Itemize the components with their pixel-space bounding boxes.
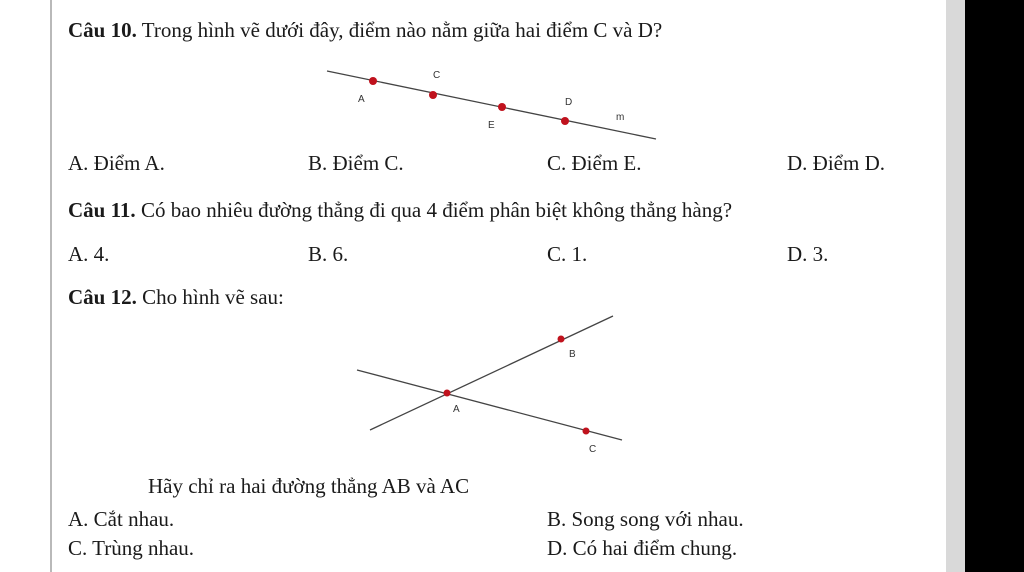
- point-a: [444, 390, 451, 397]
- q12-option-b[interactable]: B. Song song với nhau.: [547, 507, 744, 531]
- q10-option-d[interactable]: D. Điểm D.: [787, 151, 885, 175]
- question-11: [68, 198, 732, 222]
- line-ac: [357, 370, 622, 440]
- label-point-a: A: [358, 94, 365, 105]
- label-line-m: m: [616, 112, 625, 123]
- q11-option-a[interactable]: A. 4.: [68, 242, 110, 266]
- question-12: [68, 285, 284, 309]
- label-point-c: C: [433, 70, 441, 81]
- page-margin-line: [50, 0, 52, 572]
- point-d: [561, 117, 569, 125]
- point-c: [429, 91, 437, 99]
- question-11-text: Có bao nhiêu đường thẳng đi qua 4 điểm phân biệt không thẳng hàng?: [140, 198, 733, 222]
- q12-option-c[interactable]: C. Trùng nhau.: [68, 536, 195, 560]
- q12-option-d[interactable]: D. Có hai điểm chung.: [547, 536, 738, 560]
- question-11-label: Câu 11.: [68, 198, 136, 222]
- label-point-e: E: [488, 120, 495, 131]
- label-point-c: C: [589, 444, 597, 455]
- line-ab: [370, 316, 613, 430]
- figure-points-on-line: [320, 62, 665, 142]
- label-point-b: B: [569, 349, 576, 360]
- q10-option-c[interactable]: C. Điểm E.: [547, 151, 642, 175]
- page-edge-strip: [946, 0, 965, 572]
- cut-off-next-line: [62, 566, 322, 572]
- point-e: [498, 103, 506, 111]
- figure-intersecting-lines: [350, 308, 630, 458]
- q11-option-c[interactable]: C. 1.: [547, 242, 588, 266]
- question-10-text: Trong hình vẽ dưới đây, điểm nào nằm giữa hai điểm C và D?: [141, 18, 663, 42]
- point-c: [583, 428, 590, 435]
- q10-option-b[interactable]: B. Điểm C.: [308, 151, 404, 175]
- question-10-label: Câu 10.: [68, 18, 137, 42]
- q11-option-b[interactable]: B. 6.: [308, 242, 349, 266]
- q11-option-d[interactable]: D. 3.: [787, 242, 829, 266]
- label-point-a: A: [453, 404, 460, 415]
- point-b: [558, 336, 565, 343]
- question-12-text: Cho hình vẽ sau:: [142, 285, 284, 309]
- question-12-label: Câu 12.: [68, 285, 137, 309]
- q10-option-a[interactable]: A. Điểm A.: [68, 151, 165, 175]
- question-12-prompt: Hãy chỉ ra hai đường thẳng AB và AC: [148, 474, 470, 498]
- point-a: [369, 77, 377, 85]
- label-point-d: D: [565, 97, 573, 108]
- q12-option-a[interactable]: A. Cắt nhau.: [68, 507, 175, 531]
- question-10: [68, 18, 662, 42]
